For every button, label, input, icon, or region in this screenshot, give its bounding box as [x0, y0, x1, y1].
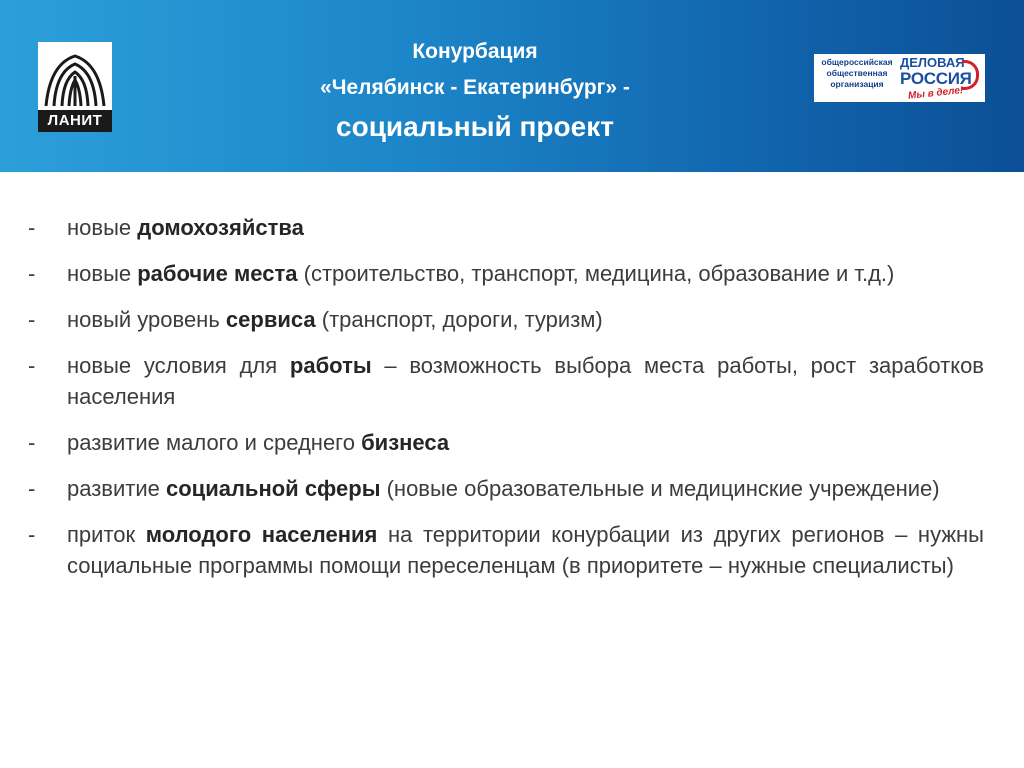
lanit-logo [38, 42, 112, 132]
lanit-emblem-icon [42, 46, 108, 108]
bullet-dash: - [28, 261, 36, 286]
bullet-list [28, 212, 984, 596]
bullet-dash: - [28, 476, 36, 501]
title-line-2: «Челябинск - Екатеринбург» - [320, 76, 630, 99]
bullet-dash: - [28, 353, 36, 378]
delovaya-rossiya-logo [814, 54, 985, 102]
bullet-dash: - [28, 522, 36, 547]
list-item: - новые рабочие места (строительство, транспорт, медицина, образование и т.д.) [28, 258, 984, 289]
list-item: - новый уровень сервиса (транспорт, дороги, туризм) [28, 304, 984, 335]
list-item: - развитие малого и среднего бизнеса [28, 427, 984, 458]
bullet-dash: - [28, 430, 36, 455]
bullet-dash: - [28, 215, 36, 240]
title-line-3: социальный проект [336, 111, 614, 142]
title-line-1: Конурбация [412, 40, 538, 63]
list-item: - развитие социальной сферы (новые образовательные и медицинские учреждение) [28, 473, 984, 504]
lanit-logo-text: ЛАНИТ [38, 110, 112, 132]
slide-header [0, 0, 1024, 172]
dr-logo-org-text: общероссийская общественная организация [821, 57, 893, 89]
slide-title [200, 34, 750, 148]
list-item: - новые домохозяйства [28, 212, 984, 243]
list-item: - приток молодого населения на территории конурбации из других регионов – нужны социальные программы помощи переселенцам (в приоритете – нужные специалисты) [28, 519, 984, 581]
dr-logo-slogan: Мы в деле! [907, 85, 964, 102]
bullet-dash: - [28, 307, 36, 332]
dr-logo-name: ДЕЛОВАЯ РОССИЯ Мы в деле! [900, 56, 980, 98]
list-item: - новые условия для работы – возможность выбора места работы, рост заработков населения [28, 350, 984, 412]
